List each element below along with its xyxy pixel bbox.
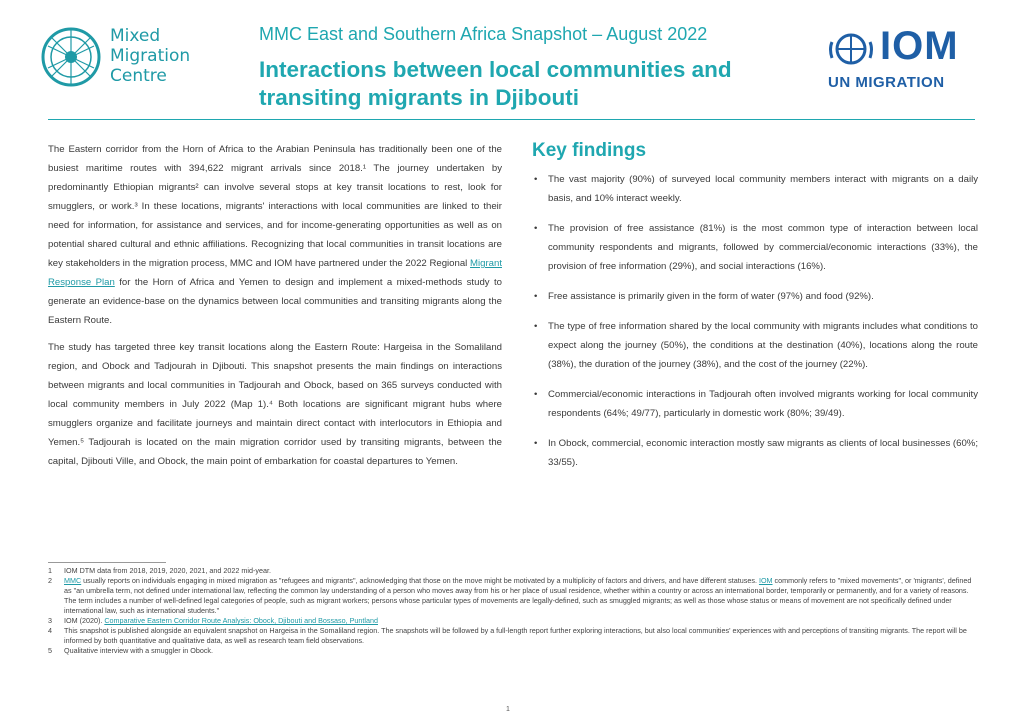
footnote-4: [48, 626, 975, 646]
bullet-marker: •: [534, 438, 538, 449]
footnote-text: IOM (2020).: [64, 616, 105, 625]
iom-logo-sub: UN MIGRATION: [828, 74, 945, 91]
finding-text: Free assistance is primarily given in the form of water (97%) and food (92%).: [548, 291, 874, 302]
eastern-corridor-analysis-link[interactable]: Comparative Eastern Corridor Route Analysis: Obock, Djibouti and Bossaso, Puntland: [104, 616, 379, 625]
mmc-logo-line2: Migration: [110, 46, 191, 66]
mmc-logo-line3: Centre: [110, 66, 167, 86]
key-findings-section: [532, 140, 978, 483]
header-divider: [48, 119, 975, 120]
intro-p1-text-b: for the Horn of Africa and Yemen to design and implement a mixed-methods study to generate an evidence-base on the dynamics between local communities and transiting migrants along the Eastern Route.: [48, 277, 502, 326]
bullet-marker: •: [534, 223, 538, 234]
iom-logo: [828, 24, 978, 91]
intro-paragraph-2: The study has targeted three key transit locations along the Eastern Route: Hargeisa in the Somaliland region, and Obock and Tadjourah in Djibouti. This snapshot presents the main findings on interactions between migrants and local communities in Tadjourah and Obock, based on 365 surveys conducted with local community members in July 2022 (Map 1).⁴ Both locations are significant migrant hubs where smugglers organize and facilitate journeys and maintain direct contact with interlocutors in Ethiopia and Yemen.⁵ Tadjourah is located on the main migration corridor used by transiting migrants, between the capital, Djibouti Ville, and Obock, the main point of embarkation for coastal departures to Yemen.: [48, 342, 502, 467]
page-number: 1: [506, 706, 510, 713]
footnote-2: [48, 576, 975, 616]
bullet-marker: •: [534, 174, 538, 185]
document-title: Interactions between local communities and transiting migrants in Djibouti: [259, 57, 732, 110]
footnote-number: 2: [48, 576, 52, 585]
finding-text: The provision of free assistance (81%) is the most common type of interaction between local community respondents and migrants, followed by commercial/economic interactions (33%), the provision of free information (29%), and social interactions (16%).: [548, 223, 978, 272]
footnote-number: 1: [48, 566, 52, 575]
finding-item: [532, 434, 978, 472]
intro-p1-text-a: The Eastern corridor from the Horn of Africa to the Arabian Peninsula has traditionally been one of the busiest maritime routes with 394,622 migrant arrivals since 2018.¹ The journey undertaken by predominantly Ethiopian migrants² can involve several stops at key transit locations to rest, look for smugglers, or work.³ In these locations, migrants' interactions with local communities are linked to their need for information, for assistance and services, and for income-generating opportunities as well as on potential shared cultural and ethnic affiliations. Recognizing that local communities in transit locations are key stakeholders in the migration process, MMC and IOM have partnered under the 2022 Regional: [48, 144, 502, 269]
mmc-link[interactable]: MMC: [64, 576, 82, 585]
bullet-marker: •: [534, 291, 538, 302]
finding-item: [532, 385, 978, 423]
mmc-globe-icon: [40, 26, 102, 88]
intro-paragraph-1: [48, 140, 502, 330]
bullet-marker: •: [534, 389, 538, 400]
migrant-response-plan-link[interactable]: Migrant Response Plan: [48, 258, 502, 288]
document-subtitle: MMC East and Southern Africa Snapshot – August 2022: [259, 24, 708, 44]
finding-text: In Obock, commercial, economic interaction mostly saw migrants as clients of local businesses (60%; 33/55).: [548, 438, 978, 468]
footnote-text: IOM DTM data from 2018, 2019, 2020, 2021, and 2022 mid-year.: [64, 566, 271, 575]
intro-column: [48, 140, 502, 479]
finding-item: [532, 170, 978, 208]
footnote-number: 5: [48, 646, 52, 655]
key-findings-title: Key findings: [532, 140, 647, 161]
key-findings-list: [532, 170, 978, 472]
un-emblem-icon: [828, 28, 874, 70]
footnote-text: usually reports on individuals engaging in mixed migration as "refugees and migrants", acknowledging that those on the move might be motivated by a multiplicity of factors and drivers, and have different statuses.: [81, 576, 759, 585]
finding-item: [532, 219, 978, 276]
footnote-text: This snapshot is published alongside an equivalent snapshot on Hargeisa in the Somaliland region. The snapshots will be followed by a full-length report further exploring interactions, but also local communities' experiences with and perceptions of transiting migrants. The report will be informed by both quantitative and qualitative data, as well as research team field observations.: [64, 626, 967, 645]
footnote-text: commonly refers to "mixed movements", or 'migrants', defined as "an umbrella term, not defined under international law, reflecting the common lay understanding of a person who moves away from his or her place of usual residence, whether within a country or across an international border, temporarily or permanently, and for a variety of reasons. The term includes a number of well-defined legal categories of people, such as migrant workers; persons whose particular types of movements are legally-defined, such as smuggled migrants; as well as those whose status or means of movement are not specifically defined under international law, such as international students.": [64, 576, 972, 615]
footnote-divider: [48, 562, 166, 563]
finding-text: The vast majority (90%) of surveyed local community members interact with migrants on a daily basis, and 10% interact weekly.: [548, 174, 978, 204]
footnote-text: Qualitative interview with a smuggler in Obock.: [64, 646, 214, 655]
mmc-logo: [40, 26, 220, 94]
bullet-marker: •: [534, 321, 538, 332]
finding-text: The type of free information shared by the local community with migrants includes what conditions to expect along the journey (50%), the conditions at the destination (40%), locations along the route (38%), the duration of the journey (38%), and the cost of the journey (22%).: [548, 321, 978, 370]
footnote-3: [48, 616, 975, 626]
footnote-number: 4: [48, 626, 52, 635]
footnote-5: [48, 646, 975, 656]
finding-text: Commercial/economic interactions in Tadjourah often involved migrants working for local community respondents (64%; 49/77), particularly in domestic work (80%; 39/49).: [548, 389, 978, 419]
footnotes: [48, 566, 975, 656]
finding-item: [532, 287, 978, 306]
iom-link[interactable]: IOM: [758, 576, 773, 585]
iom-logo-word: IOM: [880, 24, 959, 68]
footnote-number: 3: [48, 616, 52, 625]
finding-item: [532, 317, 978, 374]
mmc-logo-line1: Mixed: [110, 26, 161, 46]
footnote-1: [48, 566, 975, 576]
